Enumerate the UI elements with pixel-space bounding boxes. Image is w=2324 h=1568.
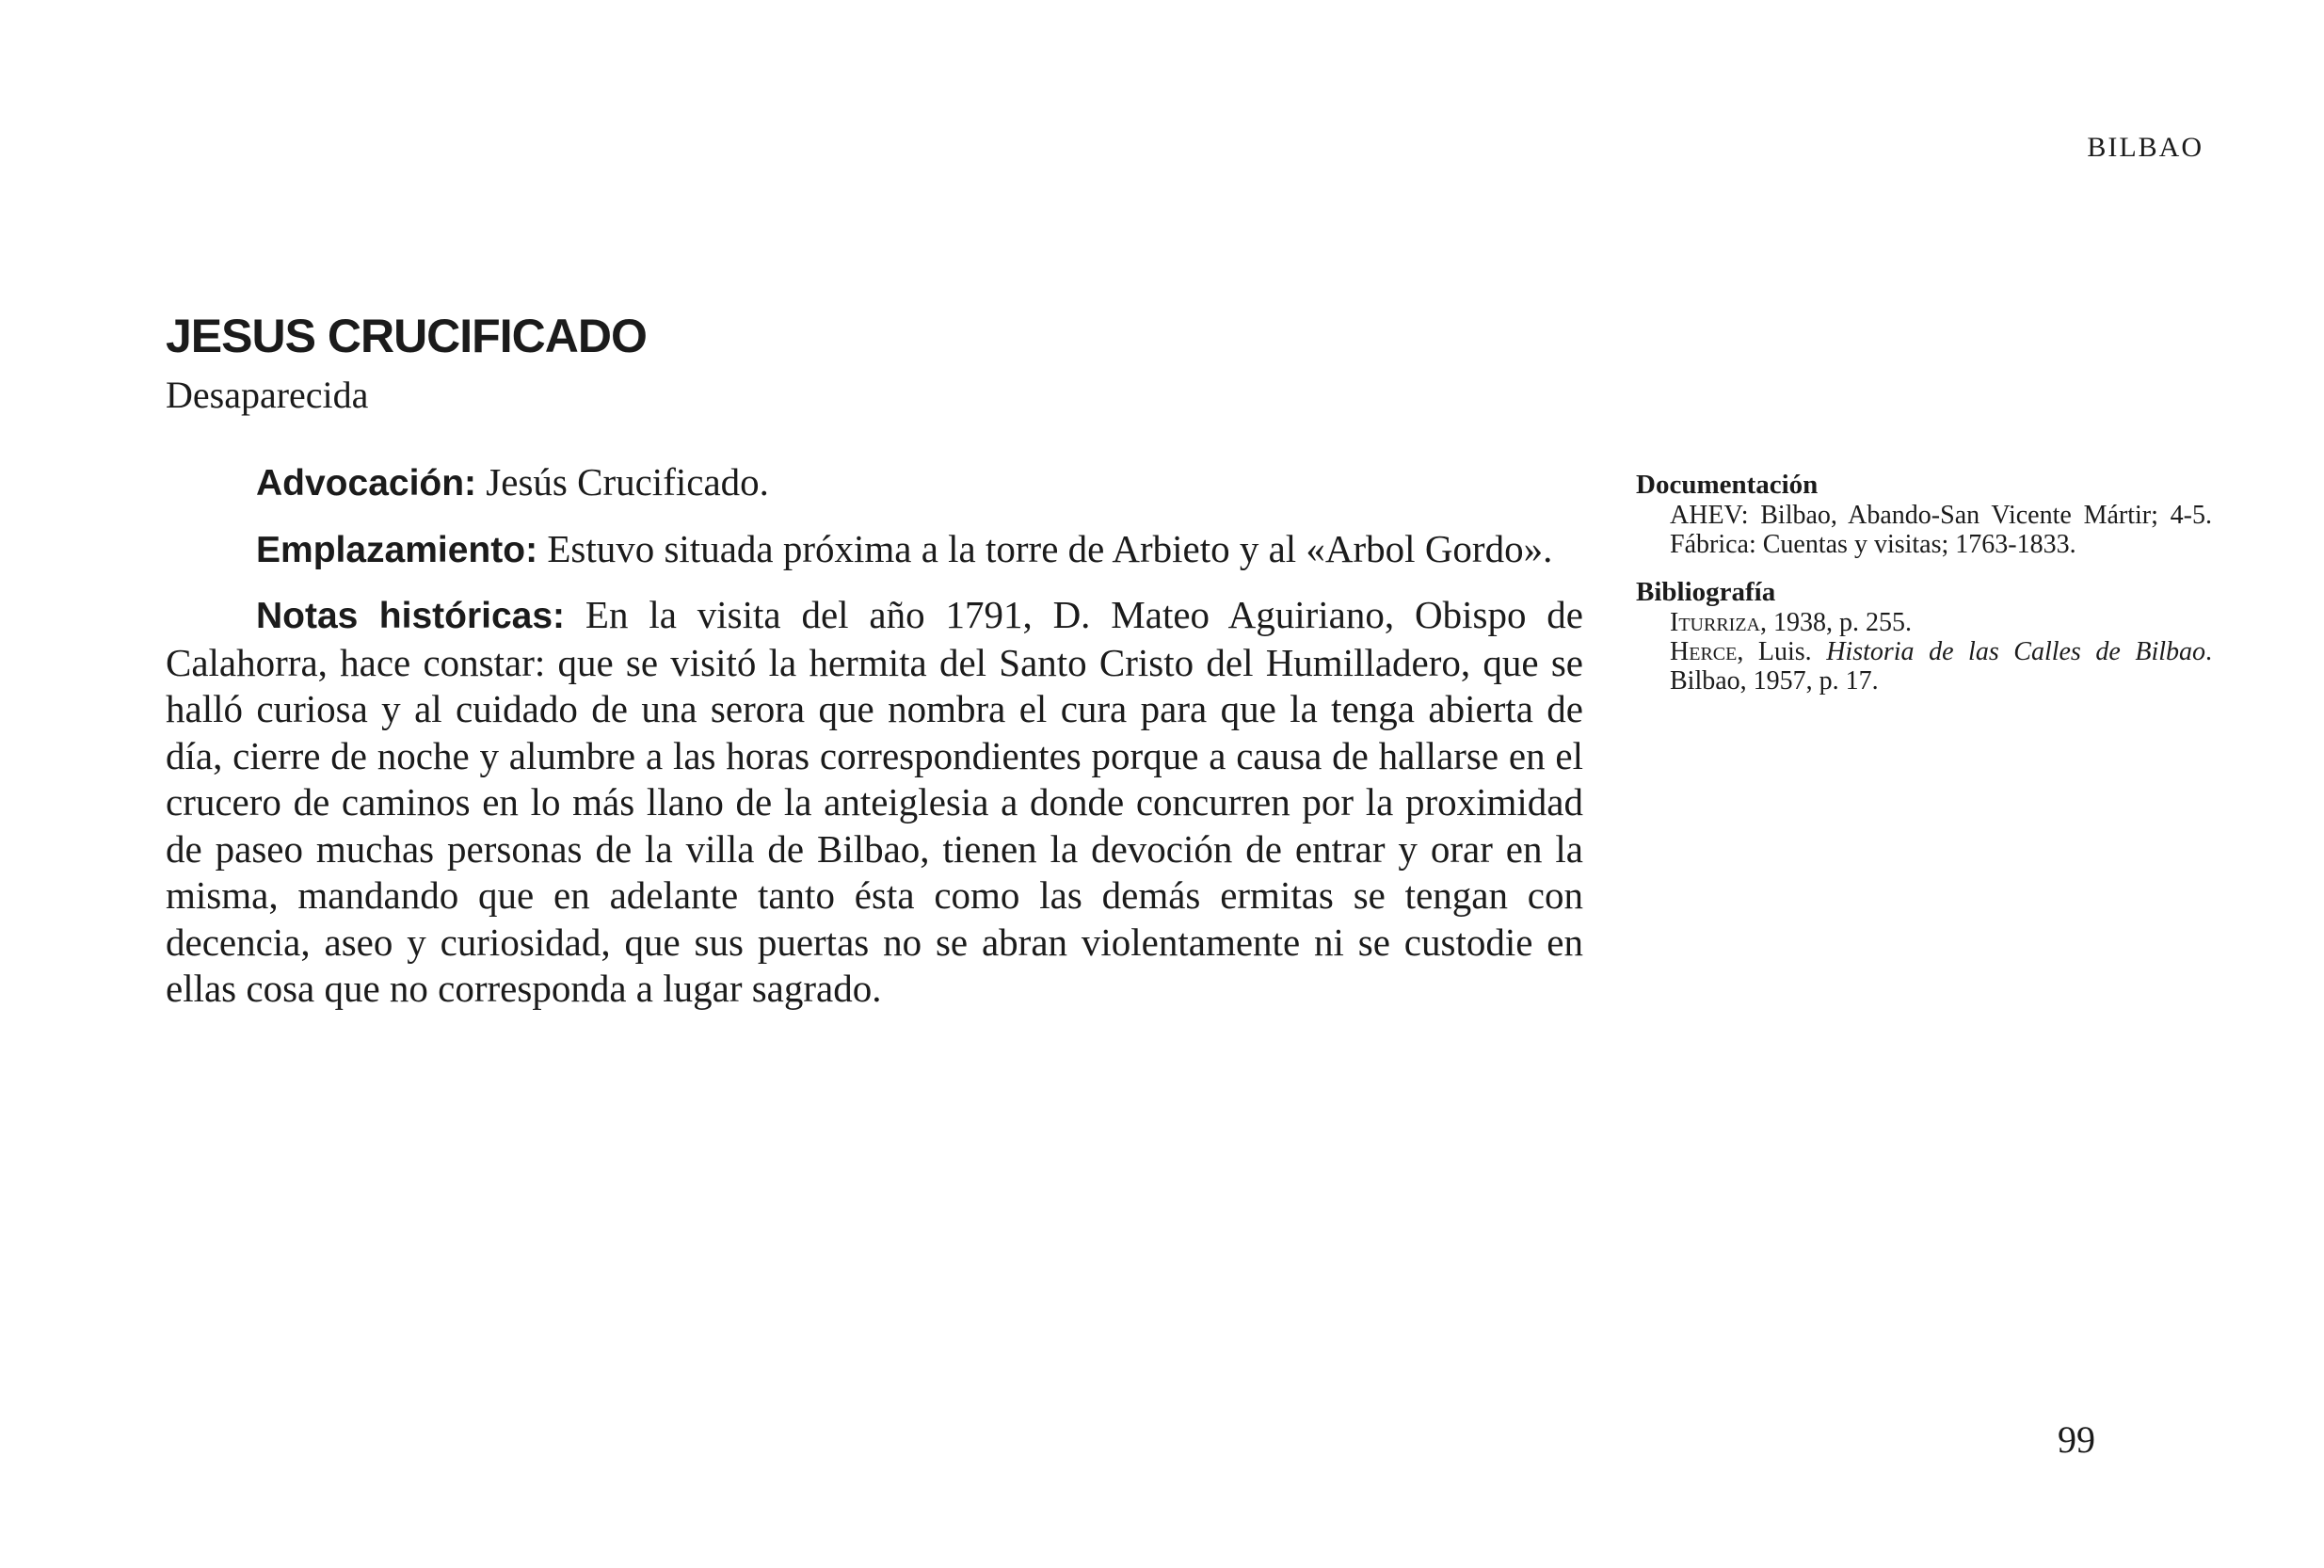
- advocacion-label: Advocación:: [256, 463, 477, 504]
- notas-paragraph: [166, 592, 1583, 1013]
- emplazamiento-text: Estuvo situada próxima a la torre de Arbieto y al «Arbol Gordo».: [547, 526, 1553, 570]
- bibliografia-entry: [1670, 637, 2212, 696]
- page-title: JESUS CRUCIFICADO: [166, 310, 647, 362]
- bibliografia-author-name: , Luis.: [1737, 637, 1827, 666]
- bibliografia-heading: Bibliografía: [1636, 577, 1776, 607]
- bibliografia-entry: [1670, 608, 2212, 637]
- documentacion-heading: Documentación: [1636, 470, 1819, 500]
- bibliografia-author: Iturriza: [1670, 608, 1760, 637]
- page-subtitle: Desaparecida: [166, 374, 369, 416]
- advocacion-text: Jesús Crucificado.: [486, 460, 769, 504]
- emplazamiento-label: Emplazamiento:: [256, 529, 538, 570]
- bibliografia-citation: , 1938, p. 255.: [1759, 608, 1912, 637]
- emplazamiento-paragraph: [166, 526, 1583, 574]
- bibliografia-list: [1636, 608, 2212, 696]
- running-head: BILBAO: [2087, 132, 2204, 163]
- advocacion-paragraph: [166, 459, 1583, 507]
- bibliografia-author: Herce: [1670, 637, 1738, 666]
- notas-text: En la visita del año 1791, D. Mateo Aguiriano, Obispo de Calahorra, hace constar: que se visitó la hermita del Santo Cristo del Humilladero, que se halló curiosa y al cuidado de una serora que nombra el cura para que la tenga abierta de día, cierre de noche y alumbre a las horas correspondientes porque a causa de hallarse en el crucero de caminos en lo más llano de la anteiglesia a donde concurren por la proximidad de paseo muchas personas de la villa de Bilbao, tienen la devoción de entrar y orar en la misma, mandando que en adelante tanto ésta como las demás ermitas se tengan con decencia, aseo y curiosidad, que sus puertas no se abran violentamente ni se custodie en ellas cosa que no corresponda a lugar sagrado.: [166, 593, 1584, 1010]
- notas-label: Notas históricas:: [256, 596, 566, 636]
- main-text: [166, 459, 1583, 1032]
- bibliografia-citation: . Bilbao, 1957, p. 17.: [1670, 637, 2212, 696]
- sidebar-references: [1636, 469, 2212, 712]
- documentacion-text: AHEV: Bilbao, Abando-San Vicente Mártir; 4-5. Fábrica: Cuentas y visitas; 1763-1833.: [1670, 501, 2212, 559]
- bibliografia-work-title: Historia de las Calles de Bilbao: [1826, 637, 2205, 666]
- page-number: 99: [2058, 1418, 2095, 1461]
